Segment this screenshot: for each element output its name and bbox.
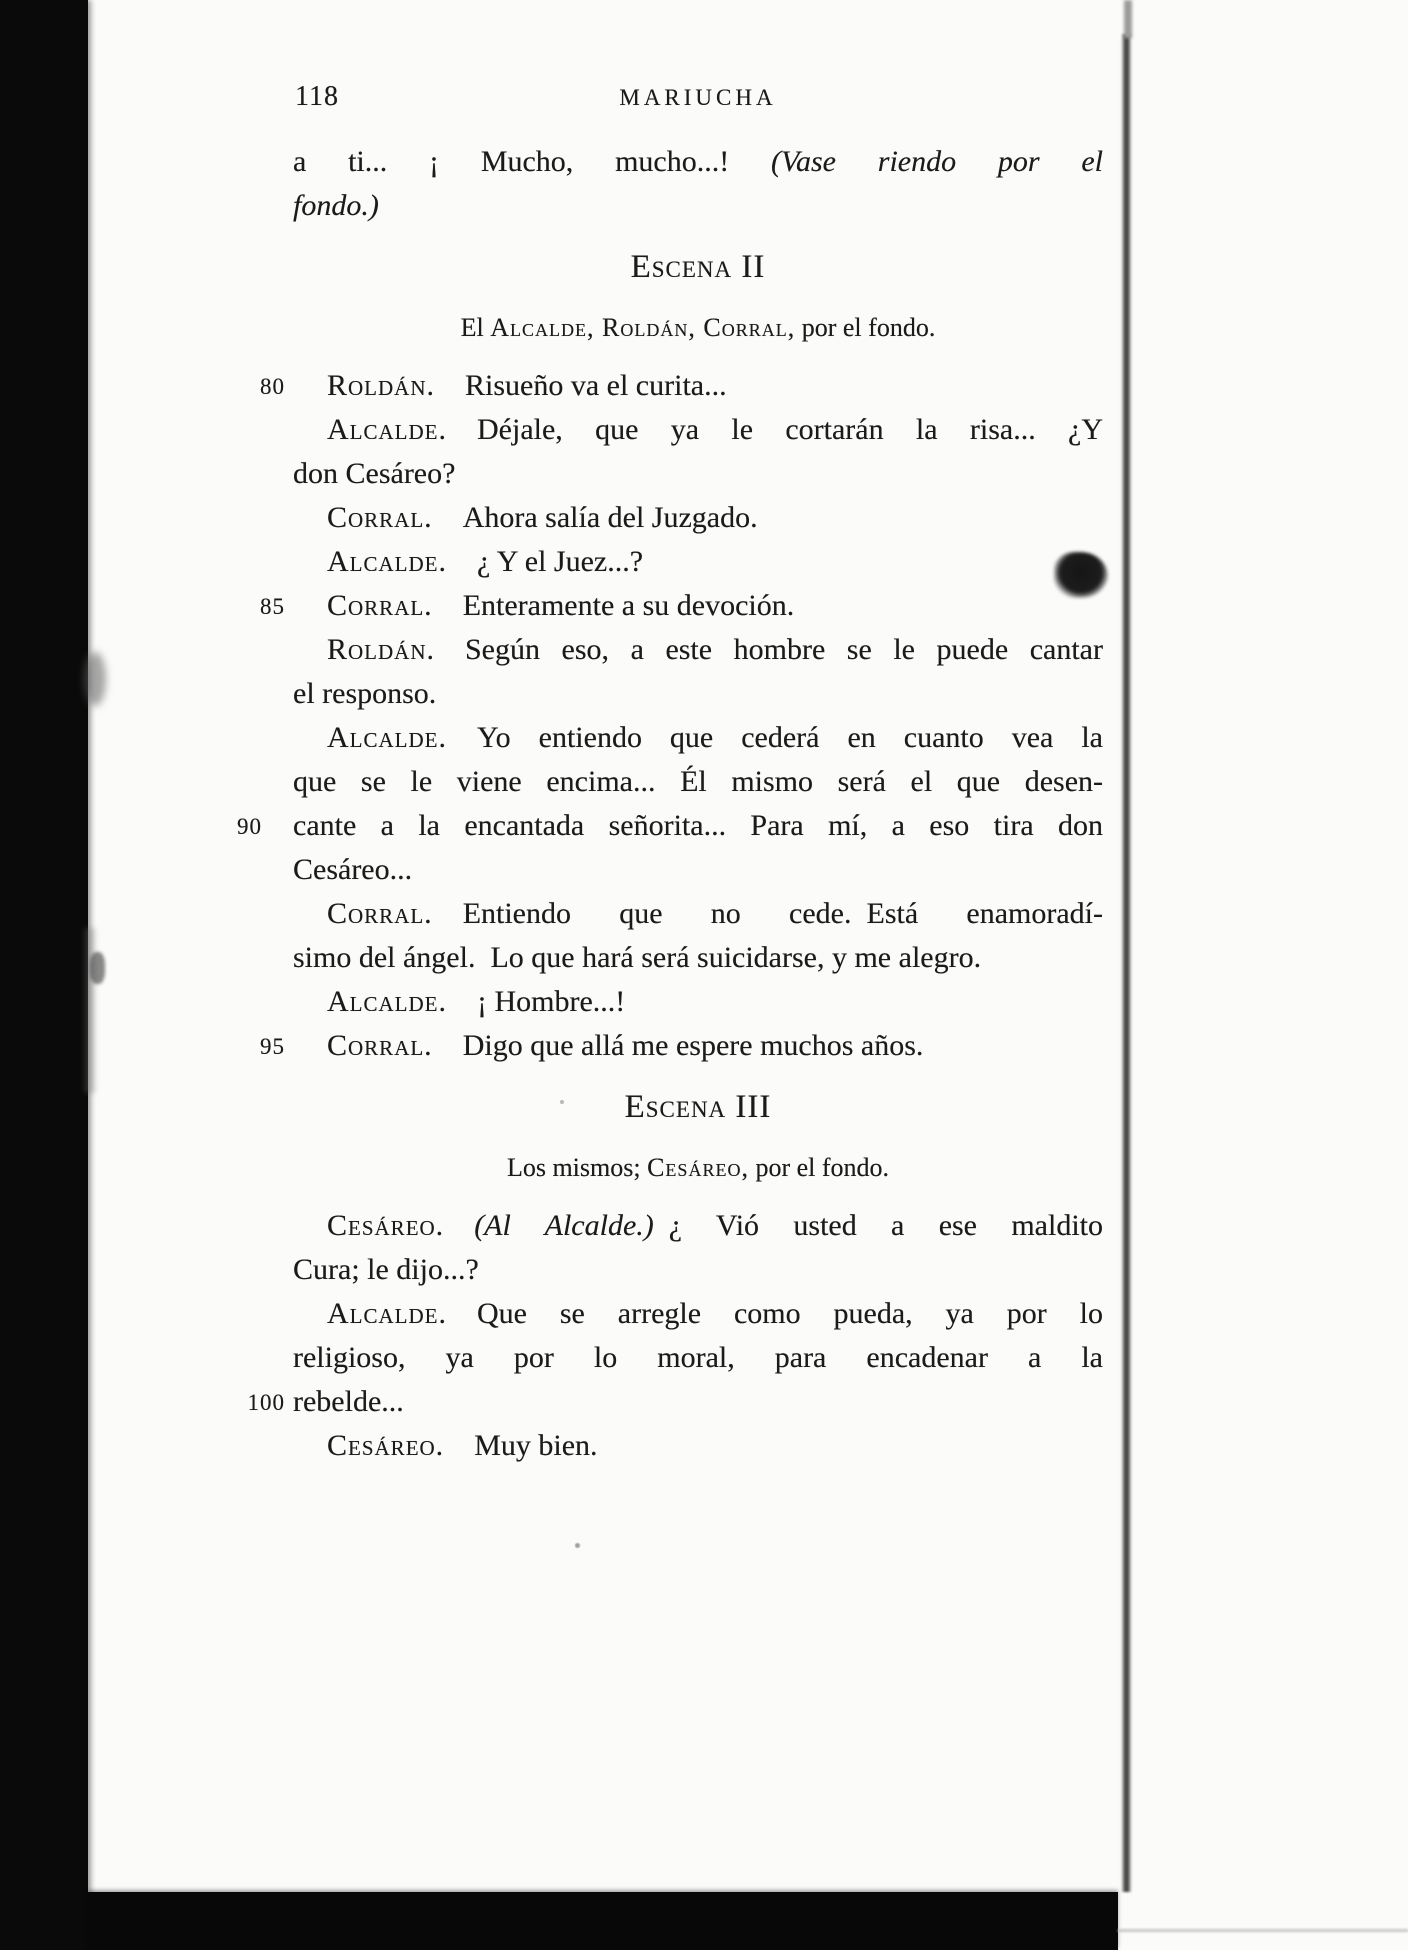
dialogue-text: Entiendo que no cede. Está enamoradí- xyxy=(432,897,1103,930)
running-header: MARIUCHA xyxy=(619,85,777,110)
dialogue-text: por el fondo. xyxy=(748,1153,890,1182)
page-edge-top-mark xyxy=(1124,0,1132,38)
speaker-name: Corral. xyxy=(327,1029,433,1062)
text-column xyxy=(237,81,1103,1468)
text-line xyxy=(293,980,1103,1024)
page-edge-shadow-line xyxy=(1121,34,1132,1892)
margin-line-number: 80 xyxy=(260,374,285,399)
margin-line-number: 85 xyxy=(260,594,285,619)
dialogue-text: Enteramente a su devoción. xyxy=(432,589,795,622)
stage-direction-text: fondo.) xyxy=(293,189,379,222)
cast-line xyxy=(293,310,1103,346)
dialogue-text: Cesáreo... xyxy=(293,853,413,886)
scene-heading xyxy=(293,1084,1103,1130)
text-flow xyxy=(237,140,1103,1468)
speaker-name: Cesáreo. xyxy=(327,1429,445,1462)
dialogue-text: ¿ Y el Juez...? xyxy=(447,545,644,578)
dialogue-text: Yo entiendo que cederá en cuanto vea la xyxy=(447,721,1103,754)
margin-line-number: 100 xyxy=(247,1390,285,1415)
speaker-name: Cesáreo. xyxy=(327,1209,445,1242)
text-line xyxy=(260,364,1103,408)
dialogue-text: El xyxy=(460,313,491,342)
text-line xyxy=(260,584,1103,628)
page-header xyxy=(293,82,1103,112)
margin-line-number: 95 xyxy=(260,1034,285,1059)
text-line xyxy=(260,1024,1103,1068)
scan-smudge xyxy=(90,952,105,984)
text-line xyxy=(293,1336,1103,1380)
dialogue-text: que se le viene encima... Él mismo será el que desen- xyxy=(293,765,1103,798)
speaker-name: Alcalde. xyxy=(327,1297,447,1330)
dialogue-text: Según eso, a este hombre se le puede cantar xyxy=(435,633,1103,666)
text-line xyxy=(293,716,1103,760)
cast-line xyxy=(293,1150,1103,1186)
smallcaps-text: Cesáreo, xyxy=(647,1153,749,1182)
speaker-name: Roldán. xyxy=(327,633,435,666)
text-line xyxy=(247,1380,1103,1424)
speaker-name: Alcalde. xyxy=(327,413,447,446)
dialogue-text: por el fondo. xyxy=(795,313,936,342)
text-line xyxy=(293,892,1103,936)
stage-direction-text: (Al Alcalde.) xyxy=(444,1209,654,1242)
text-line xyxy=(293,184,1103,228)
dialogue-text: ¡ Hombre...! xyxy=(447,985,626,1018)
text-line xyxy=(293,848,1103,892)
scan-speck xyxy=(575,1543,580,1548)
dialogue-text: rebelde... xyxy=(293,1385,404,1418)
text-line xyxy=(293,760,1103,804)
dialogue-text: cante a la encantada señorita... Para mí, a eso tira don xyxy=(293,809,1103,842)
text-line xyxy=(293,1204,1103,1248)
text-line xyxy=(293,408,1103,452)
text-line xyxy=(293,1424,1103,1468)
smallcaps-text: Escena II xyxy=(630,249,766,285)
text-line xyxy=(293,1292,1103,1336)
speaker-name: Corral. xyxy=(327,897,433,930)
scan-left-black-bar xyxy=(0,0,88,1950)
text-line xyxy=(293,672,1103,716)
smallcaps-text: Escena III xyxy=(624,1089,772,1125)
speaker-name: Corral. xyxy=(327,589,433,622)
page-number: 118 xyxy=(295,81,339,112)
dialogue-text: Risueño va el curita... xyxy=(435,369,727,402)
stage-direction-text: (Vase riendo por el xyxy=(771,145,1103,178)
text-line xyxy=(237,804,1103,848)
text-line xyxy=(293,496,1103,540)
speaker-name: Alcalde. xyxy=(327,721,447,754)
speaker-name: Alcalde. xyxy=(327,545,447,578)
dialogue-text: Digo que allá me espere muchos años. xyxy=(432,1029,924,1062)
scan-bottom-black-bar xyxy=(88,1892,1118,1950)
text-line xyxy=(293,936,1103,980)
dialogue-text: Que se arregle como pueda, ya por lo xyxy=(447,1297,1103,1330)
dialogue-text: Cura; le dijo...? xyxy=(293,1253,479,1286)
dialogue-text: el responso. xyxy=(293,677,437,710)
text-line xyxy=(293,540,1103,584)
smallcaps-text: Alcalde, Roldán, Corral, xyxy=(490,313,796,342)
dialogue-text: Déjale, que ya le cortarán la risa... ¿Y xyxy=(447,413,1103,446)
scene-heading xyxy=(293,244,1103,290)
dialogue-text: ¿ Vió usted a ese maldito xyxy=(653,1209,1103,1242)
text-line xyxy=(293,1248,1103,1292)
text-line xyxy=(293,452,1103,496)
scan-edge-faint-line xyxy=(1118,1929,1408,1932)
speaker-name: Alcalde. xyxy=(327,985,447,1018)
dialogue-text: Muy bien. xyxy=(444,1429,598,1462)
scan-smudge xyxy=(84,652,106,706)
margin-line-number: 90 xyxy=(237,814,262,839)
text-line xyxy=(293,628,1103,672)
dialogue-text: Los mismos; xyxy=(506,1153,648,1182)
dialogue-text: Ahora salía del Juzgado. xyxy=(432,501,758,534)
dialogue-text: simo del ángel. Lo que hará será suicidarse, y me alegro. xyxy=(293,941,982,974)
dialogue-text: religioso, ya por lo moral, para encadenar a la xyxy=(293,1341,1103,1374)
dialogue-text: don Cesáreo? xyxy=(293,457,456,490)
dialogue-text: a ti... ¡ Mucho, mucho...! xyxy=(293,145,772,178)
speaker-name: Corral. xyxy=(327,501,433,534)
text-line xyxy=(293,140,1103,184)
speaker-name: Roldán. xyxy=(327,369,435,402)
